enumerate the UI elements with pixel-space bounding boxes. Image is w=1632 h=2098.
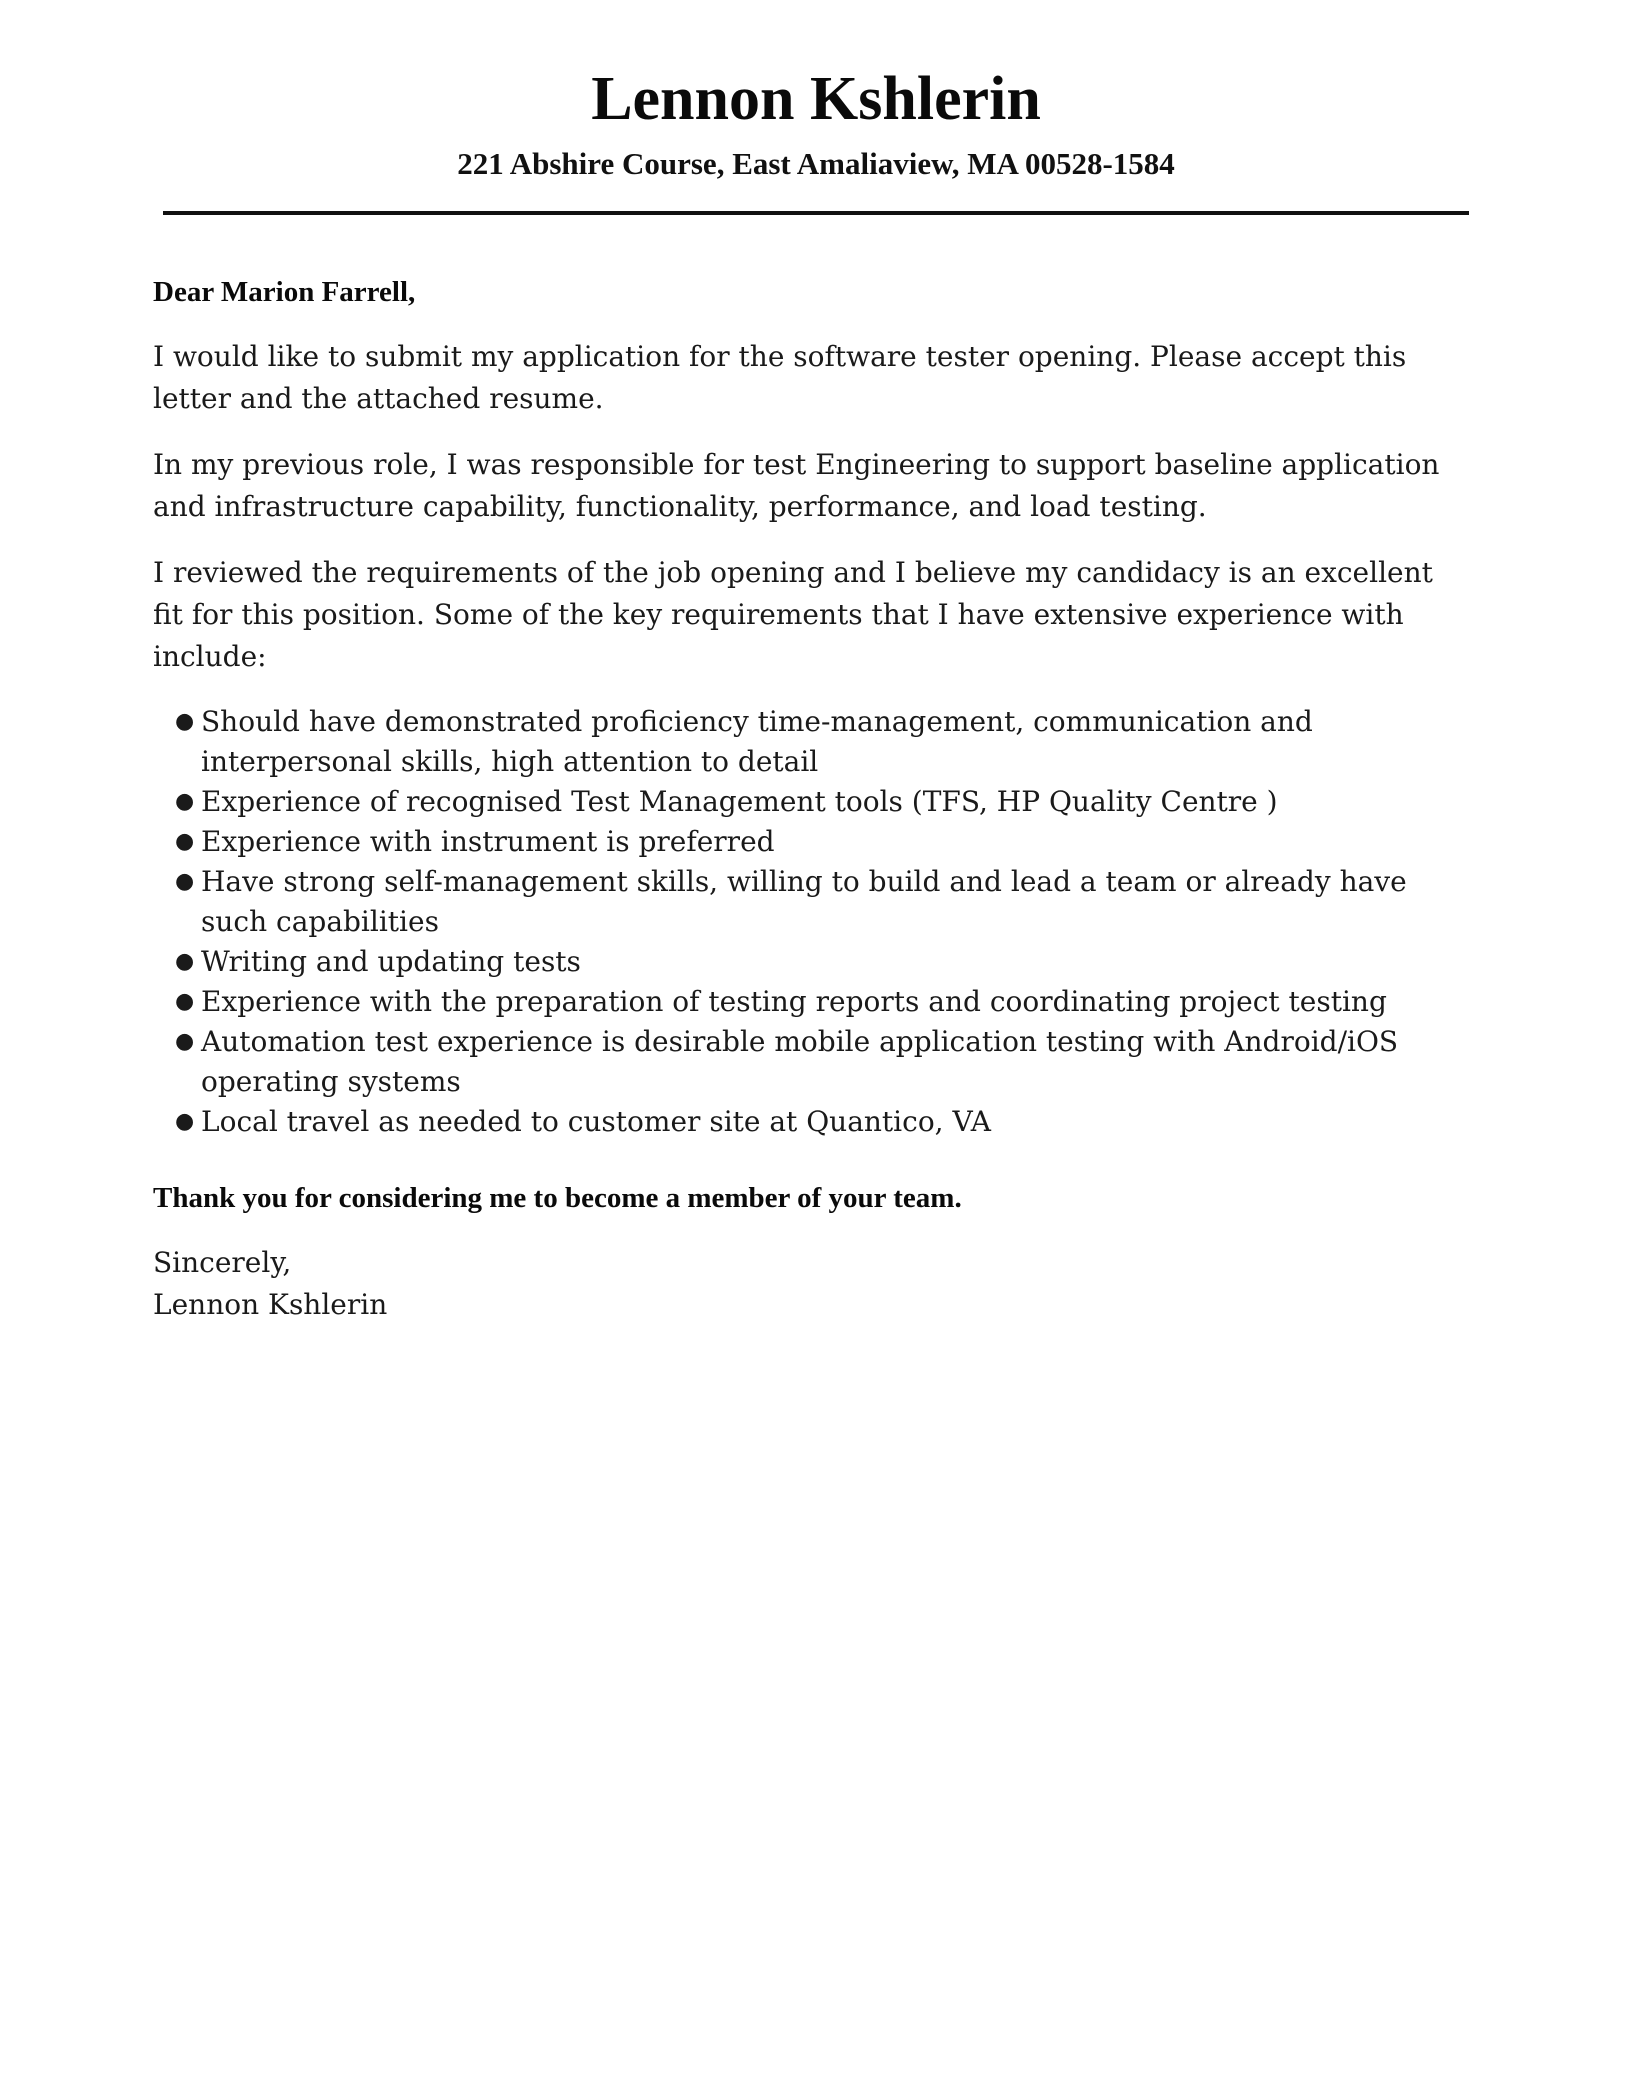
salutation: Dear Marion Farrell, (153, 276, 416, 308)
list-item-text: Automation test experience is desirable mobile application testing with Android/iOS operating systems (201, 1025, 1399, 1098)
signature-name: Lennon Kshlerin (153, 1288, 388, 1321)
bullet-icon: ● (175, 1029, 195, 1054)
bullet-icon: ● (175, 789, 195, 814)
bullet-icon: ● (175, 949, 195, 974)
closing-line: Thank you for considering me to become a member of your team. (153, 1182, 962, 1214)
bullet-icon: ● (175, 829, 195, 854)
list-item-text: Local travel as needed to customer site at Quantico, VA (201, 1105, 992, 1138)
list-item (175, 702, 1453, 782)
list-item (175, 982, 1453, 1022)
list-item-text: Have strong self-management skills, willing to build and lead a team or already have such capabilities (201, 865, 1407, 938)
bullet-icon: ● (175, 1109, 195, 1134)
bullet-icon: ● (175, 989, 195, 1014)
bullet-icon: ● (175, 869, 195, 894)
list-item-text: Should have demonstrated proficiency time-management, communication and interpersonal skills, high attention to detail (201, 705, 1313, 778)
requirements-list (153, 702, 1453, 1142)
list-item (175, 862, 1453, 942)
list-item-text: Experience with the preparation of testing reports and coordinating project testing (201, 985, 1387, 1018)
letter-body (153, 272, 1453, 1326)
list-item (175, 1022, 1453, 1102)
paragraph-previous-role: In my previous role, I was responsible for test Engineering to support baseline application and infrastructure capability, functionality, performance, and load testing. (153, 448, 1440, 523)
applicant-name: Lennon Kshlerin (591, 65, 1041, 133)
list-item-text: Writing and updating tests (201, 945, 581, 978)
header-divider (163, 211, 1469, 215)
list-item (175, 822, 1453, 862)
paragraph-intro: I would like to submit my application for the software tester opening. Please accept this letter and the attached resume. (153, 340, 1407, 415)
signoff: Sincerely, (153, 1246, 292, 1279)
list-item-text: Experience of recognised Test Management tools (TFS, HP Quality Centre ) (201, 785, 1278, 818)
bullet-icon: ● (175, 709, 195, 734)
list-item (175, 782, 1453, 822)
list-item (175, 942, 1453, 982)
list-item (175, 1102, 1453, 1142)
list-item-text: Experience with instrument is preferred (201, 825, 775, 858)
paragraph-requirements: I reviewed the requirements of the job opening and I believe my candidacy is an excellent fit for this position. Some of the key requirements that I have extensive experience with include: (153, 556, 1433, 673)
applicant-address: 221 Abshire Course, East Amaliaview, MA 00528-1584 (457, 146, 1175, 181)
letter-header (163, 58, 1469, 181)
